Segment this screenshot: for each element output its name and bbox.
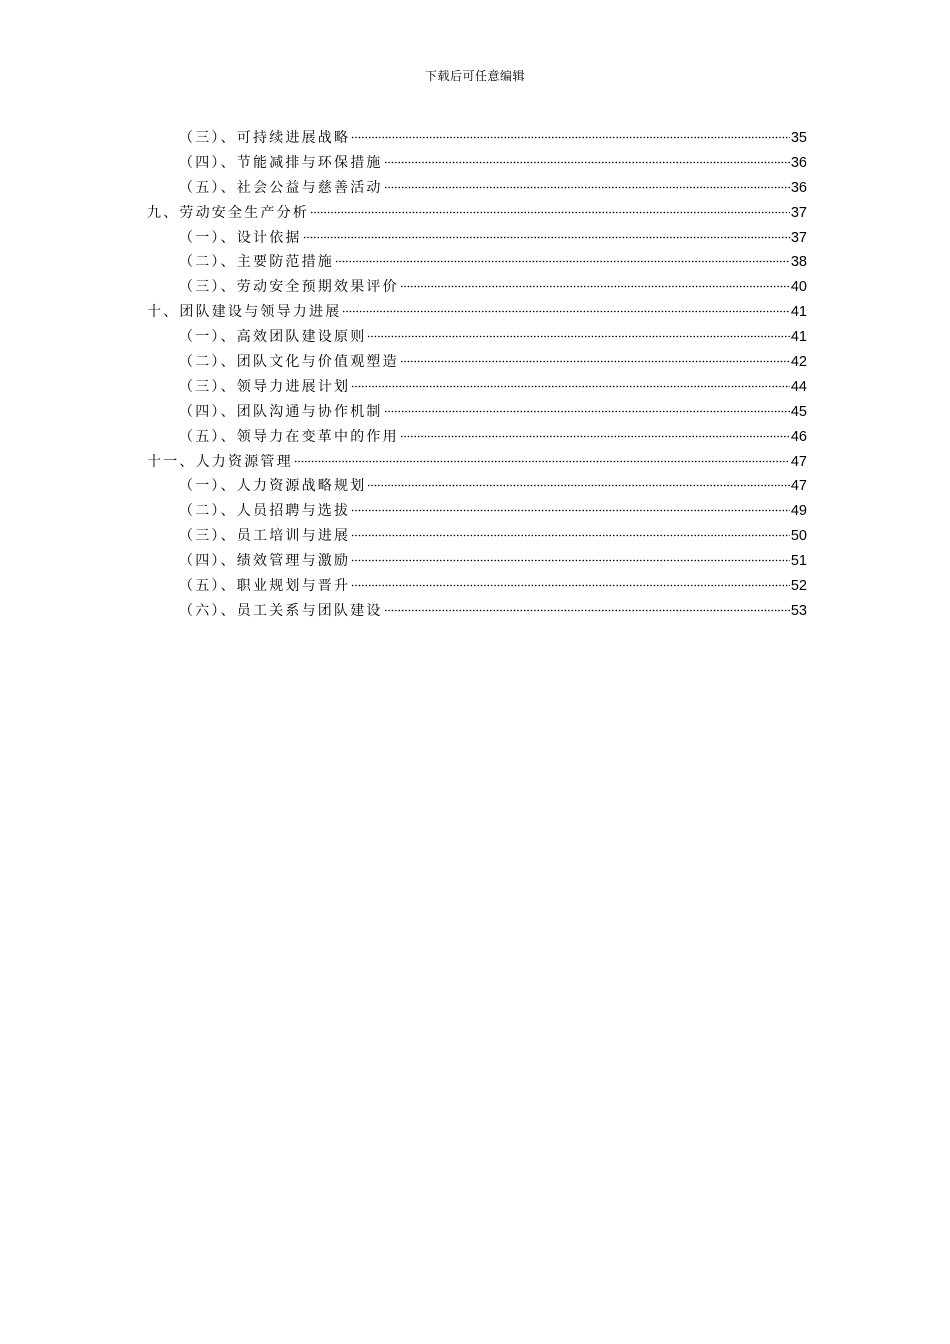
toc-entry-page-number: 44 (790, 378, 807, 395)
toc-dot-leader (384, 183, 790, 189)
toc-entry-page-number: 47 (790, 453, 807, 470)
toc-entry-title: （一）、设计依据 (179, 229, 302, 246)
toc-entry[interactable] (147, 474, 807, 499)
toc-entry[interactable] (147, 126, 807, 151)
toc-dot-leader (351, 531, 790, 537)
toc-entry-title: （二）、团队文化与价值观塑造 (179, 354, 399, 371)
toc-entry-title: （三）、员工培训与进展 (179, 528, 351, 545)
toc-entry-page-number: 37 (790, 229, 807, 246)
toc-dot-leader (342, 307, 789, 313)
toc-entry-page-number: 50 (790, 528, 807, 545)
toc-entry-page-number: 45 (790, 403, 807, 420)
toc-entry[interactable] (147, 300, 807, 325)
toc-entry-title: 十一、人力资源管理 (147, 453, 293, 470)
toc-entry[interactable] (147, 250, 807, 275)
toc-dot-leader (367, 481, 789, 487)
toc-entry-title: 九、劳动安全生产分析 (147, 204, 309, 221)
toc-dot-leader (351, 382, 790, 388)
toc-entry[interactable] (147, 599, 807, 624)
toc-entry[interactable] (147, 425, 807, 450)
toc-dot-leader (294, 457, 790, 463)
toc-entry-title: 十、团队建设与领导力进展 (147, 304, 342, 321)
toc-entry-page-number: 51 (790, 553, 807, 570)
toc-dot-leader (400, 432, 790, 438)
toc-entry[interactable] (147, 176, 807, 201)
toc-entry[interactable] (147, 375, 807, 400)
toc-entry-page-number: 38 (790, 254, 807, 271)
toc-entry-page-number: 41 (790, 329, 807, 346)
toc-entry-title: （六）、员工关系与团队建设 (179, 602, 383, 619)
toc-dot-leader (310, 208, 790, 214)
toc-dot-leader (400, 357, 790, 363)
toc-entry-page-number: 49 (790, 503, 807, 520)
toc-entry[interactable] (147, 450, 807, 475)
toc-dot-leader (384, 606, 790, 612)
toc-entry[interactable] (147, 524, 807, 549)
toc-entry[interactable] (147, 499, 807, 524)
toc-entry-page-number: 36 (790, 154, 807, 171)
toc-entry-page-number: 52 (790, 578, 807, 595)
toc-dot-leader (351, 506, 790, 512)
toc-dot-leader (384, 158, 790, 164)
toc-entry-page-number: 41 (790, 304, 807, 321)
toc-entry[interactable] (147, 400, 807, 425)
toc-entry-page-number: 36 (790, 179, 807, 196)
toc-entry[interactable] (147, 325, 807, 350)
toc-entry[interactable] (147, 226, 807, 251)
toc-entry-title: （一）、高效团队建设原则 (179, 329, 367, 346)
toc-entry[interactable] (147, 151, 807, 176)
toc-entry-title: （四）、团队沟通与协作机制 (179, 403, 383, 420)
toc-dot-leader (303, 233, 790, 239)
toc-entry-page-number: 47 (790, 478, 807, 495)
page-header: 下载后可任意编辑 (424, 69, 525, 83)
toc-entry-title: （四）、绩效管理与激励 (179, 553, 351, 570)
toc-dot-leader (367, 332, 789, 338)
toc-entry-title: （五）、领导力在变革中的作用 (179, 428, 399, 445)
toc-entry-page-number: 40 (790, 279, 807, 296)
toc-entry-page-number: 42 (790, 354, 807, 371)
toc-dot-leader (335, 257, 790, 263)
toc-entry-title: （二）、主要防范措施 (179, 254, 334, 271)
toc-entry-title: （三）、可持续进展战略 (179, 130, 351, 146)
toc-entry[interactable] (147, 350, 807, 375)
toc-entry-page-number: 53 (790, 602, 807, 619)
toc-entry-title: （三）、劳动安全预期效果评价 (179, 279, 399, 296)
toc-dot-leader (351, 581, 790, 587)
toc-entry[interactable] (147, 275, 807, 300)
toc-entry[interactable] (147, 201, 807, 226)
toc-dot-leader (351, 133, 790, 139)
toc-entry[interactable] (147, 574, 807, 599)
toc-entry-page-number: 46 (790, 428, 807, 445)
toc-entry-title: （五）、社会公益与慈善活动 (179, 179, 383, 196)
toc-dot-leader (384, 407, 790, 413)
toc-dot-leader (400, 282, 790, 288)
toc-entry-page-number: 37 (790, 204, 807, 221)
toc-entry-title: （五）、职业规划与晋升 (179, 578, 351, 595)
table-of-contents (147, 126, 807, 624)
toc-entry-title: （一）、人力资源战略规划 (179, 478, 367, 495)
toc-entry-title: （二）、人员招聘与选拔 (179, 503, 351, 520)
toc-entry-title: （四）、节能减排与环保措施 (179, 154, 383, 171)
toc-entry[interactable] (147, 549, 807, 574)
toc-entry-title: （三）、领导力进展计划 (179, 378, 351, 395)
toc-dot-leader (351, 556, 790, 562)
toc-entry-page-number: 35 (790, 130, 807, 146)
